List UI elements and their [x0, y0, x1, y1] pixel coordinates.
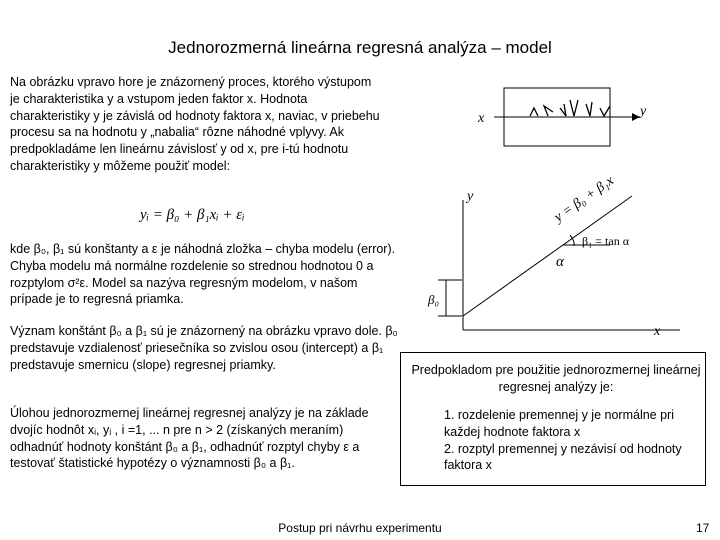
intercept-label: β₀ — [428, 292, 439, 307]
regression-equation: yᵢ = β₀ + β₁xᵢ + εᵢ — [140, 207, 245, 223]
influence-arrow-3 — [560, 104, 566, 116]
assumptions-intro: Predpokladom pre použitie jednorozmernej lineárnej regresnej analýzy je: — [411, 363, 701, 394]
regression-line — [463, 196, 632, 316]
regression-line-label: y = β₀ + β₁x — [551, 173, 617, 226]
process-output-label: y — [640, 104, 647, 119]
y-axis-label: y — [467, 189, 474, 204]
meaning-paragraph: Význam konštánt β₀ a β₁ sú je znázornený na obrázku vpravo dole. β₀ predstavuje vzdialenosť priesečníka so zvislou osou (intercept) a β₁ predstavuje smernicu (slope) regresnej priamky. — [10, 324, 398, 372]
process-input-label: x — [478, 111, 485, 126]
angle-label: α — [556, 254, 564, 270]
process-output-arrowhead — [632, 113, 640, 121]
slope-label: β₁ = tan α — [582, 234, 630, 248]
footer-text: Postup pri návrhu experimentu — [278, 521, 442, 535]
intro-paragraph: Na obrázku vpravo hore je znázornený proces, ktorého výstupom je charakteristika y a vstupom jeden faktor x. Hodnota charakteristiky y je závislá od hodnoty faktora x, naviac, v priebehu procesu sa na hodnotu y „nabalia“ rôzne náhodné vplyvy. Ak predpokladáme len lineárnu závislosť y od x, pre i-tú hodnotu charakteristiky y môžeme použiť model: — [10, 75, 380, 173]
slide-title: Jednorozmerná lineárna regresná analýza – model — [168, 38, 552, 57]
influence-arrow-2 — [544, 106, 553, 116]
assumption-item-2: 2. rozptyl premennej y nezávisí od hodnoty faktora x — [444, 441, 682, 473]
influence-arrow-6 — [600, 106, 610, 116]
influence-arrow-5 — [586, 102, 592, 116]
assumption-item-1: 1. rozdelenie premennej y je normálne pri každej hodnote faktora x — [444, 408, 674, 439]
influence-arrow-1 — [530, 108, 538, 116]
x-axis-label: x — [654, 324, 661, 339]
influence-arrow-4 — [570, 100, 578, 116]
constants-paragraph: kde β₀, β₁ sú konštanty a ε je náhodná zložka – chyba modelu (error). Chyba modelu má normálne rozdelenie so strednou hodnotou 0 a rozptylom σ²ε. Model sa nazýva regresným modelom, v našom prípade je to regresná priamka. — [10, 242, 396, 307]
random-influence-arrows — [530, 100, 610, 116]
task-paragraph: Úlohou jednorozmernej lineárnej regresnej analýzy je na základe dvojíc hodnôt xᵢ, yᵢ , i =1, ... n pre n > 2 (získaných meraním) odhadnúť hodnoty konštánt β₀ a β₁, odhadnúť rozptyl chyby ε a testovať štatistické hypotézy o významnosti β₀ a β₁. — [10, 406, 369, 471]
angle-arc — [570, 235, 574, 246]
page-number: 17 — [696, 521, 710, 535]
